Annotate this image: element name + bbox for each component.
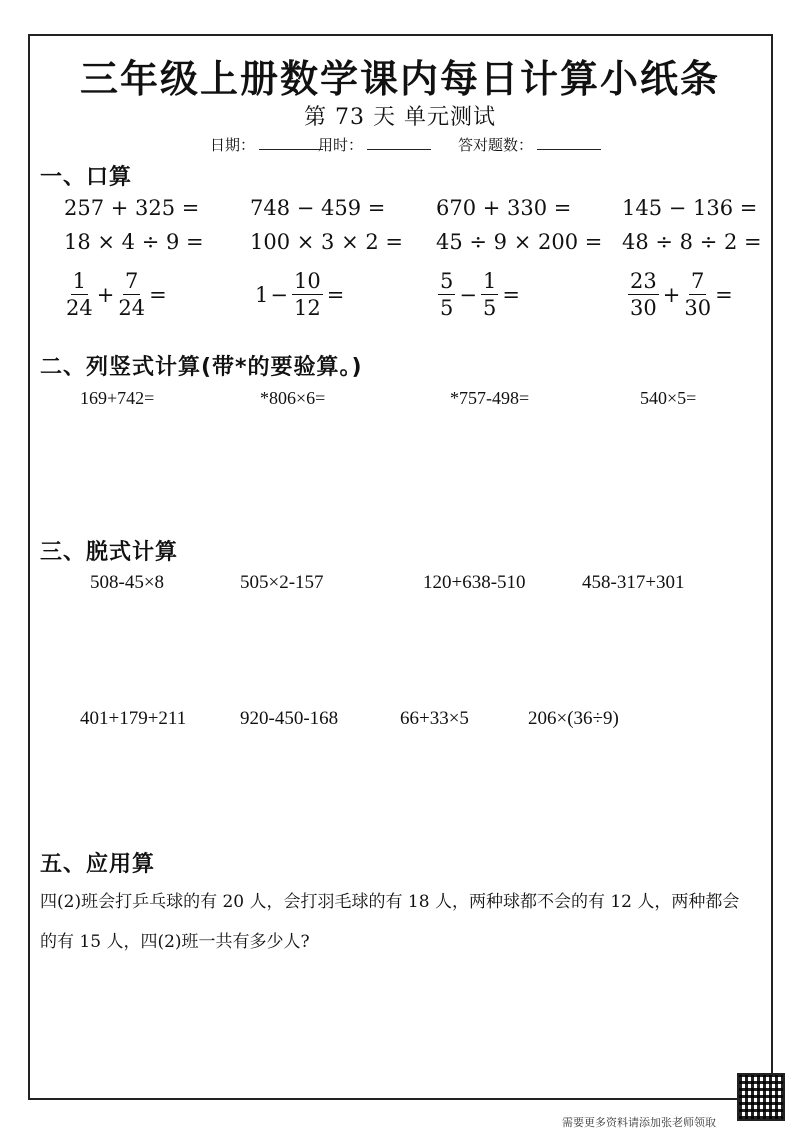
fraction: $\frac{5}{5}$ — [440, 269, 454, 320]
stepwise-item: 206×(36÷9) — [528, 708, 619, 729]
date-field[interactable] — [210, 134, 323, 155]
time-blank[interactable] — [367, 135, 431, 150]
stepwise-item: 508-45×8 — [90, 572, 165, 593]
fraction-item: $\frac{1}{24}$ + $\frac{7}{24}$ = — [66, 269, 167, 320]
vertical-calc-item: 540×5= — [640, 388, 697, 408]
correct-label: 答对题数： — [458, 136, 534, 154]
stepwise-item: 505×2-157 — [240, 572, 324, 593]
section2-title: 二、列竖式计算(带*的要验算。) — [40, 355, 363, 380]
vertical-calc-item: *757-498= — [450, 388, 530, 408]
fraction: $\frac{1}{24}$ — [66, 269, 93, 320]
vertical-calc-item: *806×6= — [260, 388, 326, 408]
fraction: $\frac{23}{30}$ — [630, 269, 657, 320]
oral-item: 670 + 330 = — [436, 196, 572, 220]
section5-title: 五、应用算 — [40, 852, 156, 877]
stepwise-item: 66+33×5 — [400, 708, 469, 729]
oral-item: 145 − 136 = — [622, 196, 758, 220]
oral-item: 257 + 325 = — [64, 196, 200, 220]
correct-blank[interactable] — [537, 135, 601, 150]
date-blank[interactable] — [259, 135, 323, 150]
oral-item: 748 − 459 = — [250, 196, 386, 220]
qr-code-icon — [737, 1073, 785, 1121]
word-problem: 四(2)班会打乒乓球的有 20 人，会打羽毛球的有 18 人，两种球都不会的有 12 人，两种都会的有 15 人，四(2)班一共有多少人? — [40, 892, 740, 952]
stepwise-item: 401+179+211 — [80, 708, 187, 729]
page-subtitle: 第 73 天 单元测试 — [304, 105, 496, 130]
correct-field[interactable] — [458, 134, 601, 155]
fraction-item: $\frac{5}{5}$ − $\frac{1}{5}$ = — [440, 269, 520, 320]
vertical-calc-item: 169+742= — [80, 388, 155, 408]
oral-item: 18 × 4 ÷ 9 = — [64, 230, 204, 254]
page-title: 三年级上册数学课内每日计算小纸条 — [79, 57, 720, 101]
stepwise-item: 458-317+301 — [582, 572, 685, 593]
fraction-item: 1 − $\frac{10}{12}$ = — [255, 269, 345, 320]
section3-title: 三、脱式计算 — [40, 540, 179, 565]
time-label: 用时： — [318, 136, 364, 154]
stepwise-item: 120+638-510 — [423, 572, 526, 593]
section1-title: 一、口算 — [40, 165, 133, 190]
date-label: 日期： — [210, 136, 256, 154]
footer-note: 需要更多资料请添加张老师领取 — [562, 1116, 716, 1129]
stepwise-item: 920-450-168 — [240, 708, 339, 729]
fraction-item: $\frac{23}{30}$ + $\frac{7}{30}$ = — [630, 269, 733, 320]
oral-item: 100 × 3 × 2 = — [250, 230, 403, 254]
oral-item: 45 ÷ 9 × 200 = — [436, 230, 603, 254]
fraction: $\frac{7}{24}$ — [118, 269, 146, 320]
oral-item: 48 ÷ 8 ÷ 2 = — [622, 230, 762, 254]
fraction: $\frac{7}{30}$ — [684, 269, 712, 320]
time-field[interactable] — [318, 134, 431, 155]
fraction: $\frac{10}{12}$ — [293, 269, 321, 320]
fraction: $\frac{1}{5}$ — [482, 269, 497, 320]
